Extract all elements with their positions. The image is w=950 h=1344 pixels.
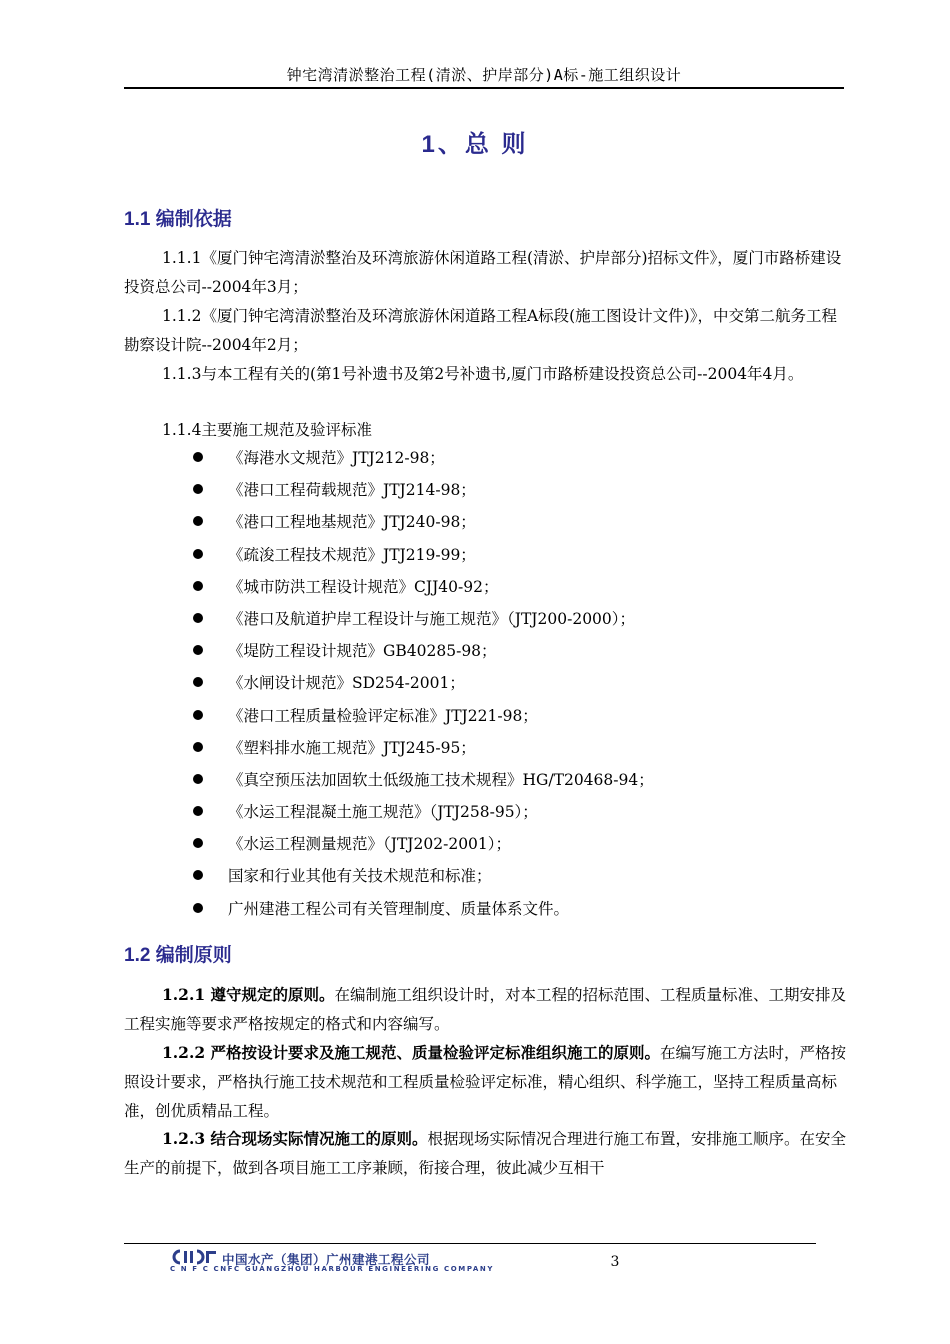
- list-item: [124, 603, 654, 635]
- paragraph-text: 根据现场实际情况合理进行施工布置，安排施工顺序。在安全生产的前提下，做到各项目施工工序兼顾，衔接合理，彼此减少互相干: [124, 1130, 847, 1177]
- paragraph-text: 1.1.2《厦门钟宅湾清淤整治及环湾旅游休闲道路工程A标段(施工图设计文件)》，中交第二航务工程勘察设计院--2004年2月；: [124, 307, 837, 354]
- bullet-icon: [193, 549, 203, 559]
- list-item-text: 《疏浚工程技术规范》JTJ219-99；: [228, 545, 476, 564]
- paragraph-text: 1.1.4主要施工规范及验评标准: [162, 421, 372, 439]
- paragraph-text: 在编写施工方法时，严格按照设计要求，严格执行施工技术规范和工程质量检验评定标准，精心组织、科学施工，坚持工程质量高标准，创优质精品工程。: [124, 1044, 847, 1120]
- paragraph-text: 在编制施工组织设计时，对本工程的招标范围、工程质量标准、工期安排及工程实施等要求严格按规定的格式和内容编写。: [124, 986, 847, 1033]
- bullet-icon: [193, 484, 203, 494]
- bullet-icon: [193, 613, 203, 623]
- paragraph-1-1-2: [124, 302, 848, 360]
- list-item-text: 《港口工程质量检验评定标准》JTJ221-98；: [228, 706, 538, 725]
- list-item: [124, 893, 654, 925]
- list-item-text: 《港口工程荷载规范》JTJ214-98；: [228, 481, 476, 500]
- paragraph-text: 1.1.3与本工程有关的(第1号补遗书及第2号补遗书,厦门市路桥建设投资总公司--2004年4月。: [162, 365, 804, 383]
- list-item-text: 《城市防洪工程设计规范》CJJ40-92；: [228, 577, 499, 596]
- bullet-icon: [193, 742, 203, 752]
- list-item-text: 《真空预压法加固软土低级施工技术规程》HG/T20468-94；: [228, 770, 654, 789]
- list-item: [124, 571, 654, 603]
- bullet-icon: [193, 870, 203, 880]
- paragraph-1-1-3: [124, 360, 848, 389]
- paragraph-lead: 1.2.1 遵守规定的原则。: [162, 985, 335, 1004]
- list-item: [124, 667, 654, 699]
- paragraph-1-2-2: [124, 1038, 848, 1126]
- list-item-text: 《水运工程测量规范》（JTJ202-2001）；: [228, 835, 512, 854]
- list-item-text: 《海港水文规范》JTJ212-98；: [228, 449, 445, 467]
- list-item-text: 《港口工程地基规范》JTJ240-98；: [228, 513, 476, 532]
- section-heading-1-2: 1.2 编制原则: [124, 945, 232, 966]
- list-item: [124, 700, 654, 732]
- list-item: [124, 442, 654, 474]
- list-item: [124, 764, 654, 796]
- paragraph-lead: 1.2.2 严格按设计要求及施工规范、质量检验评定标准组织施工的原则。: [162, 1043, 661, 1062]
- paragraph-lead: 1.2.3 结合现场实际情况施工的原则。: [162, 1129, 428, 1148]
- list-item-text: 国家和行业其他有关技术规范和标准；: [228, 867, 492, 886]
- section-heading-1-1: 1.1 编制依据: [124, 209, 232, 230]
- list-item-text: 广州建港工程公司有关管理制度、质量体系文件。: [228, 899, 570, 918]
- paragraph-1-1-4: [124, 416, 848, 445]
- list-item: [124, 539, 654, 571]
- cnfc-logo-icon: [170, 1249, 218, 1265]
- bullet-icon: [193, 903, 203, 913]
- footer-rule: [124, 1243, 816, 1244]
- bullet-icon: [193, 581, 203, 591]
- company-logo: [170, 1249, 510, 1279]
- list-item-text: 《港口及航道护岸工程设计与施工规范》（JTJ200-2000）；: [228, 609, 636, 628]
- logo-en-text: C N F C CNFC GUANGZHOU HARBOUR ENGINEERING COMPANY: [170, 1265, 495, 1273]
- list-item: [124, 635, 654, 667]
- list-item-text: 《水运工程混凝土施工规范》（JTJ258-95）；: [228, 803, 538, 822]
- bullet-icon: [193, 710, 203, 720]
- bullet-icon: [193, 645, 203, 655]
- list-item: [124, 506, 654, 538]
- bullet-icon: [193, 838, 203, 848]
- header-title: 钟宅湾清淤整治工程(清淤、护岸部分)A标-施工组织设计: [286, 66, 682, 84]
- list-item-text: 《水闸设计规范》SD254-2001；: [228, 674, 465, 693]
- bullet-icon: [193, 677, 203, 687]
- standards-list: [124, 442, 654, 925]
- list-item-text: 《堤防工程设计规范》GB40285-98；: [228, 642, 497, 661]
- list-item: [124, 828, 654, 860]
- bullet-icon: [193, 516, 203, 526]
- paragraph-text: 1.1.1《厦门钟宅湾清淤整治及环湾旅游休闲道路工程(清淤、护岸部分)招标文件》，厦门市路桥建设投资总公司--2004年3月；: [124, 249, 842, 296]
- logo-cn-text: 中国水产（集团）广州建港工程公司: [222, 1252, 431, 1267]
- bullet-icon: [193, 806, 203, 816]
- paragraph-1-2-3: [124, 1124, 848, 1183]
- paragraph-1-2-1: [124, 980, 848, 1039]
- list-item: [124, 732, 654, 764]
- bullet-icon: [193, 774, 203, 784]
- page-number: 3: [610, 1254, 620, 1270]
- list-item: [124, 860, 654, 892]
- header-rule: [124, 87, 844, 89]
- paragraph-1-1-1: [124, 244, 848, 302]
- list-item-text: 《塑料排水施工规范》JTJ245-95；: [228, 738, 476, 757]
- chapter-title: 1、总 则: [421, 131, 529, 158]
- bullet-icon: [193, 452, 203, 462]
- list-item: [124, 796, 654, 828]
- list-item: [124, 474, 654, 506]
